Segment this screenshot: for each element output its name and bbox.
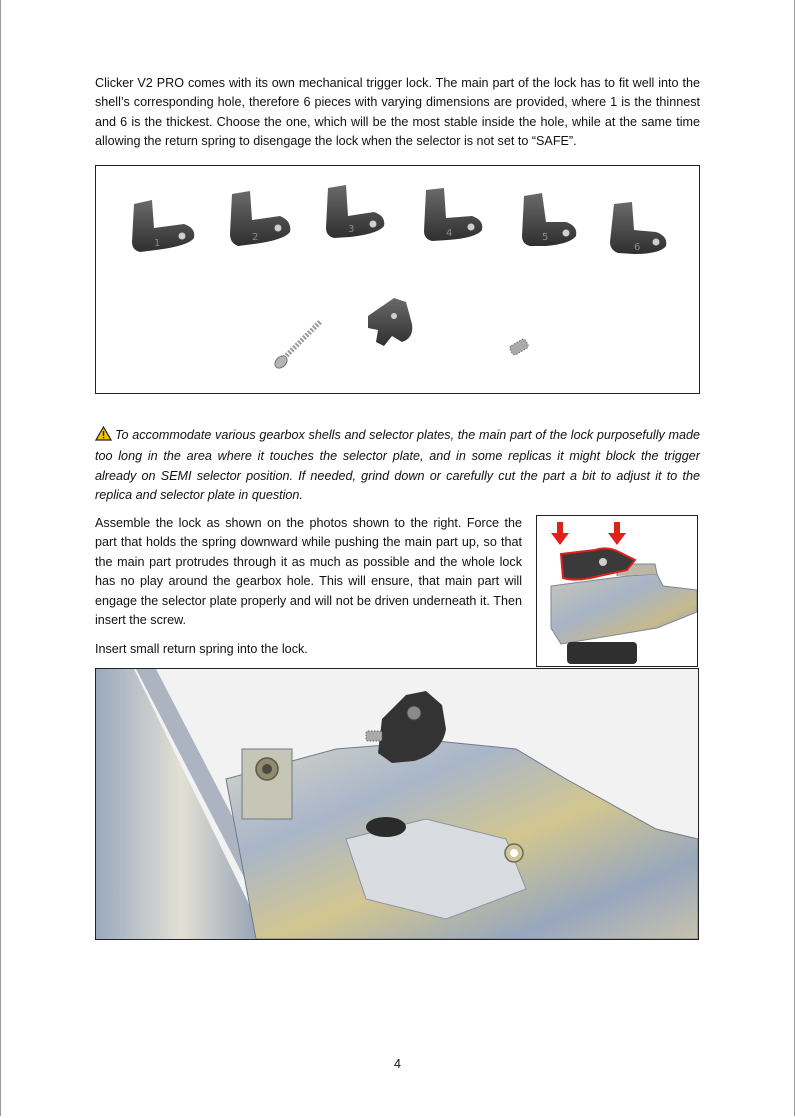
lock-piece-number-1: 1: [154, 238, 161, 249]
lock-assembly-detail-photo: [536, 515, 698, 667]
screw: [273, 321, 321, 370]
red-down-arrow-right: [608, 522, 626, 545]
lock-piece-4: [424, 188, 482, 241]
lock-piece-number-6: 6: [634, 242, 641, 253]
gearbox-hole: [505, 844, 523, 862]
red-down-arrow-left: [551, 522, 569, 545]
lock-installed-gearbox-photo: [95, 668, 699, 940]
page-number: 4: [394, 1057, 401, 1071]
lock-piece-2: [230, 191, 290, 246]
lock-piece-5: [522, 193, 576, 246]
intro-paragraph: Clicker V2 PRO comes with its own mechanical trigger lock. The main part of the lock has to fit well into the shell’s corresponding hole, therefore 6 pieces with varying dimensions are provided, where 1 is the thinnest and 6 is the thickest. Choose the one, which will be the most stable inside the hole, while at the same time allowing the return spring to disengage the lock when the selector is not set to “SAFE”.: [95, 76, 700, 149]
warning-triangle-icon: [95, 426, 112, 447]
spring-holder-part: [368, 298, 412, 346]
lock-piece-number-3: 3: [348, 224, 355, 235]
assembly-paragraph: Assemble the lock as shown on the photos shown to the right. Force the part that holds the spring downward while pushing the main part up, so that the main part protrudes through it as much as possible and the whole lock has no play around the gearbox hole. This will ensure, that main part will engage the selector plate properly and will not be driven underneath it. Then insert the screw.: [95, 516, 522, 628]
return-spring-installed: [366, 731, 382, 741]
lock-piece-3: [326, 185, 384, 238]
warning-note: [95, 426, 700, 506]
lock-piece-number-5: 5: [542, 232, 549, 243]
lock-parts-photo: [95, 165, 700, 394]
lock-piece-number-2: 2: [252, 232, 259, 243]
lock-piece-1: [132, 200, 194, 252]
return-spring: [509, 338, 530, 356]
warning-text: To accommodate various gearbox shells and selector plates, the main part of the lock purposefully made too long in the area where it touches the selector plate, and in some replicas it might block the trigger already on SEMI selector position. If needed, grind down or carefully cut the part a bit to adjust it to the replica and selector plate in question.: [95, 428, 700, 503]
spring-paragraph: Insert small return spring into the lock.: [95, 642, 308, 656]
lock-piece-number-4: 4: [446, 228, 453, 239]
screw-post: [242, 749, 292, 819]
lock-piece-6: [610, 202, 666, 254]
